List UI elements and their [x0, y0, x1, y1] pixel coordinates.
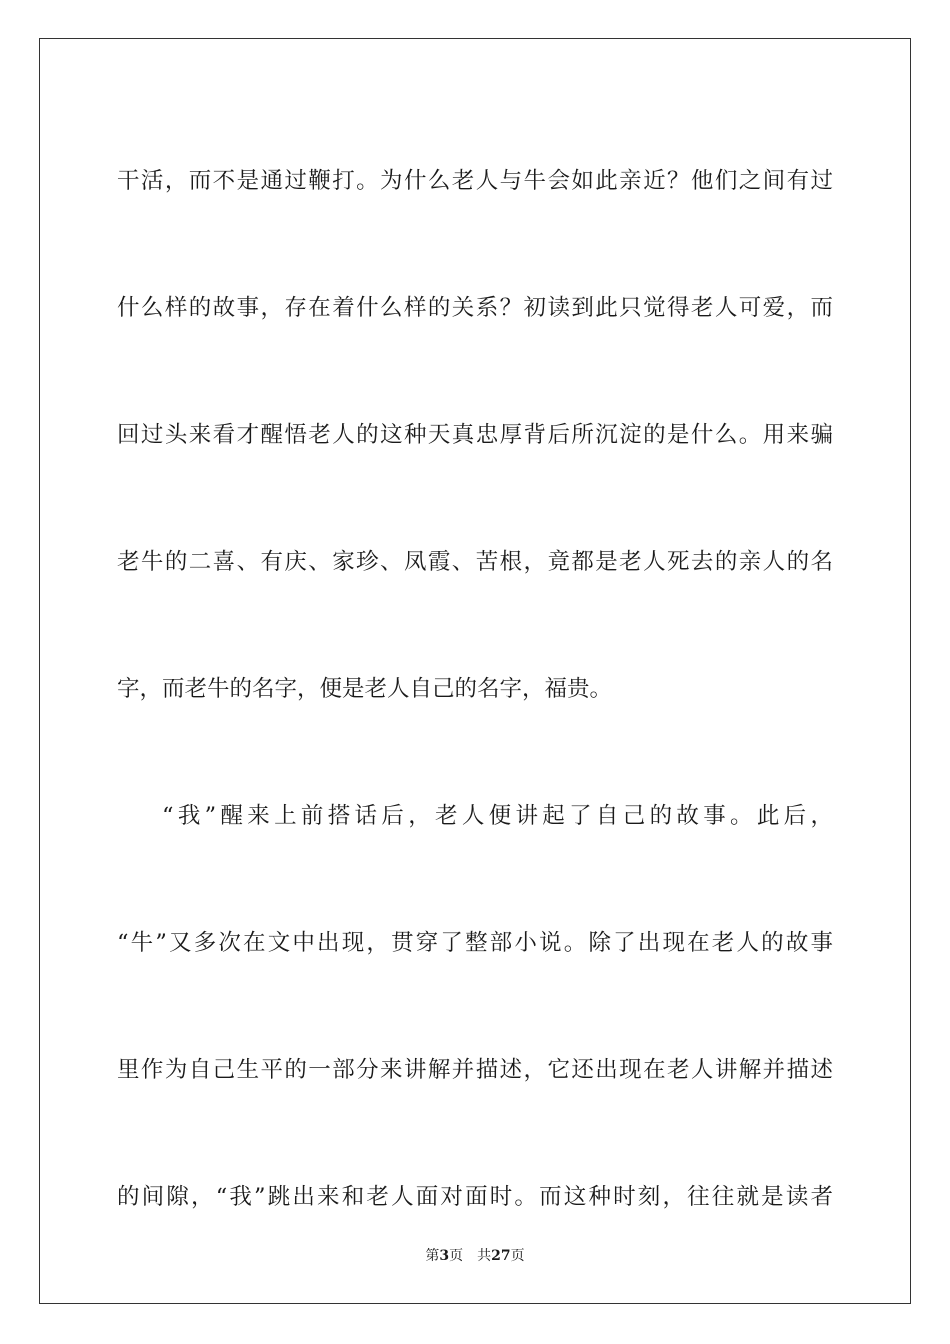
page-footer: [0, 1245, 950, 1265]
paragraph-line: 什么样的故事，存在着什么样的关系？初读到此只觉得老人可爱，而: [117, 295, 833, 321]
total-prefix: 共: [477, 1248, 492, 1264]
paragraph-line: 里作为自己生平的一部分来讲解并描述，它还出现在老人讲解并描述: [117, 1057, 833, 1083]
paragraph-line: 干活，而不是通过鞭打。为什么老人与牛会如此亲近？他们之间有过: [117, 168, 833, 194]
paragraph-line: 的间隙，“我”跳出来和老人面对面时。而这种时刻，往往就是读者: [117, 1184, 833, 1210]
page-suffix: 页: [449, 1248, 464, 1264]
paragraph-line: 回过头来看才醒悟老人的这种天真忠厚背后所沉淀的是什么。用来骗: [117, 422, 833, 448]
page-total: 27: [491, 1248, 511, 1264]
page-prefix: 第: [425, 1248, 440, 1264]
paragraph-line: “我”醒来上前搭话后，老人便讲起了自己的故事。此后，: [162, 803, 833, 829]
page-current: 3: [439, 1248, 450, 1264]
document-body: [117, 122, 833, 1261]
total-suffix: 页: [510, 1248, 525, 1264]
paragraph-line: 老牛的二喜、有庆、家珍、凤霞、苦根，竟都是老人死去的亲人的名: [117, 549, 833, 575]
paragraph-line: 字，而老牛的名字，便是老人自己的名字，福贵。: [117, 676, 613, 702]
paragraph-line: “牛”又多次在文中出现，贯穿了整部小说。除了出现在老人的故事: [117, 930, 833, 956]
